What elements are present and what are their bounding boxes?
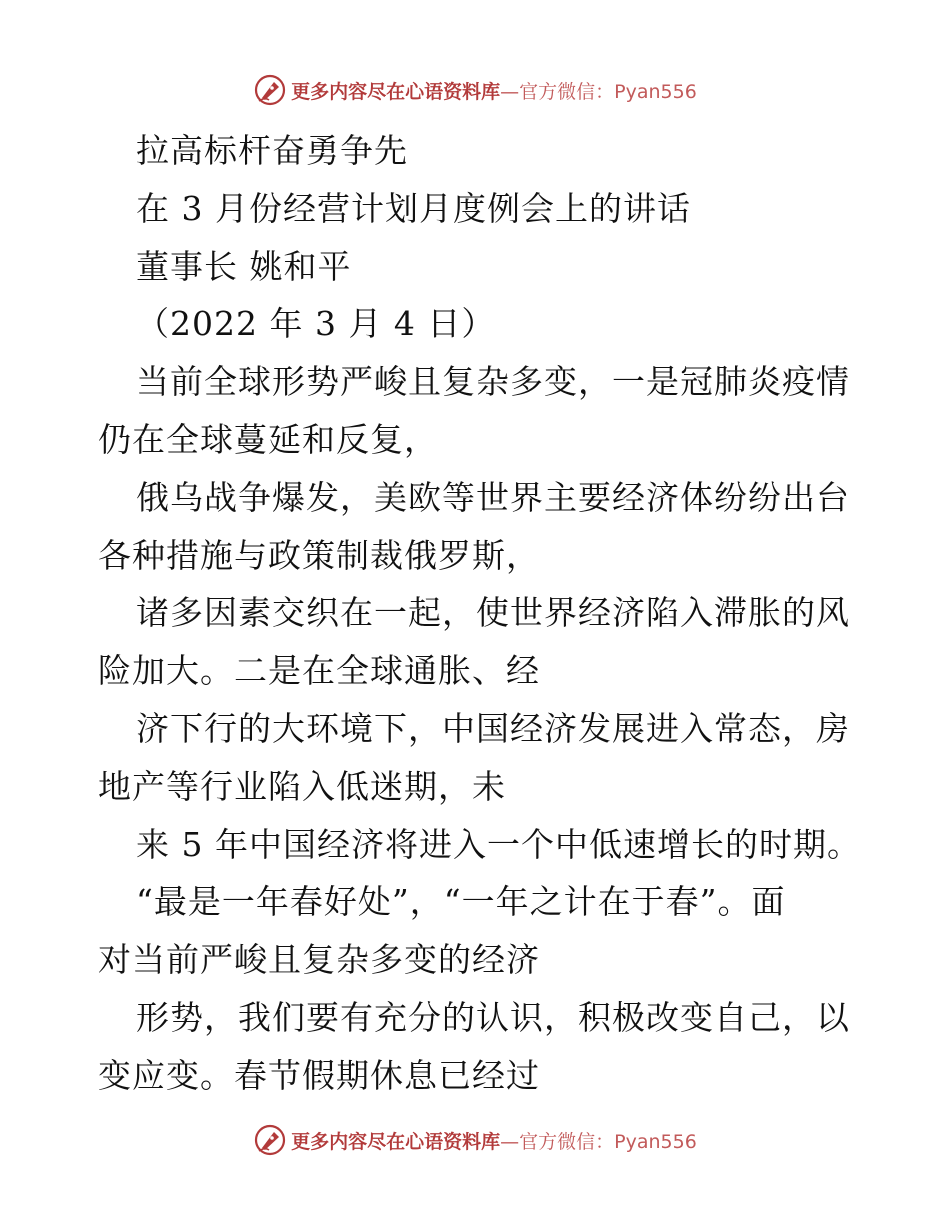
text-line: 变应变。春节假期休息已经过 xyxy=(98,1055,540,1095)
watermark-text: 更多内容尽在心语资料库 xyxy=(291,80,501,103)
pen-nib-logo-icon xyxy=(253,73,287,107)
text-line: 来 5 年中国经济将进入一个中低速增长的时期。 xyxy=(136,824,861,864)
text-line: 形势，我们要有充分的认识，积极改变自己，以 xyxy=(136,997,850,1037)
text-line: 董事长 姚和平 xyxy=(136,246,352,286)
text-line: 俄乌战争爆发，美欧等世界主要经济体纷纷出台 xyxy=(136,477,850,517)
document-body xyxy=(98,122,861,1105)
header-watermark-banner xyxy=(0,70,950,110)
text-line: 在 3 月份经营计划月度例会上的讲话 xyxy=(136,188,691,228)
footer-watermark-banner xyxy=(0,1120,950,1160)
watermark-wechat: —官方微信：Pyan556 xyxy=(500,80,697,103)
text-line: 仍在全球蔓延和反复， xyxy=(98,419,438,459)
pen-nib-logo-icon xyxy=(253,1123,287,1157)
text-line: 地产等行业陷入低迷期，未 xyxy=(98,766,506,806)
text-line: （2022 年 3 月 4 日） xyxy=(136,304,496,344)
text-line: 对当前严峻且复杂多变的经济 xyxy=(98,940,540,980)
text-line: 拉高标杆奋勇争先 xyxy=(136,131,408,170)
text-line: 险加大。二是在全球通胀、经 xyxy=(98,651,540,691)
text-line: 各种措施与政策制裁俄罗斯， xyxy=(98,535,540,575)
text-line: 济下行的大环境下，中国经济发展进入常态，房 xyxy=(136,708,850,748)
text-line: 诸多因素交织在一起，使世界经济陷入滞胀的风 xyxy=(136,593,850,633)
watermark-text: 更多内容尽在心语资料库 xyxy=(291,1130,501,1153)
watermark-wechat: —官方微信：Pyan556 xyxy=(500,1130,697,1153)
text-line: “最是一年春好处”，“一年之计在于春”。面 xyxy=(136,882,786,922)
text-line: 当前全球形势严峻且复杂多变，一是冠肺炎疫情 xyxy=(136,362,850,402)
